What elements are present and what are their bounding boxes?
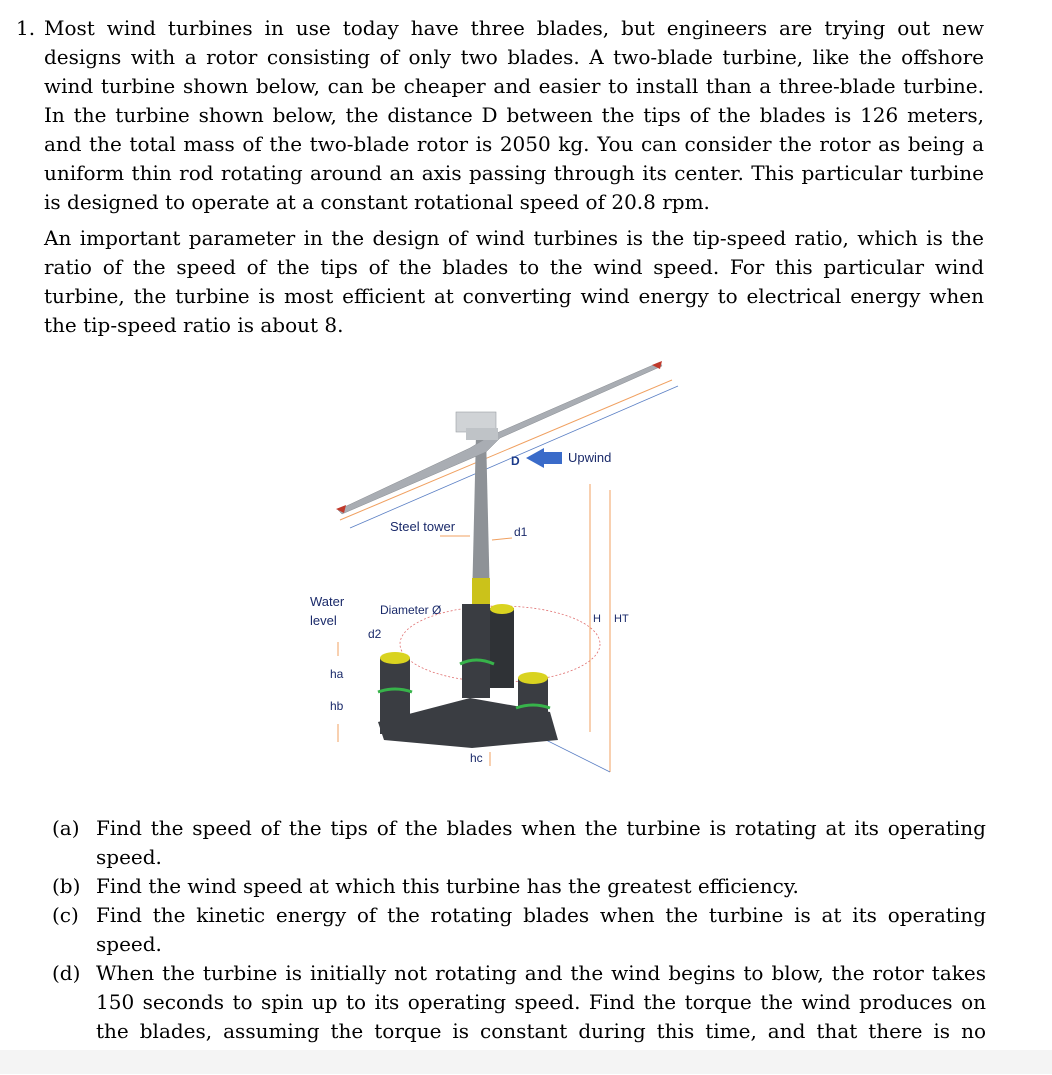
left-column-top xyxy=(380,652,410,664)
problem-number: 1. xyxy=(16,16,36,40)
d1-label: d1 xyxy=(514,525,528,539)
left-column xyxy=(380,658,410,734)
d-label: D xyxy=(511,454,520,468)
question-a xyxy=(52,814,986,872)
hub xyxy=(466,428,498,440)
question-text: Find the wind speed at which this turbine has the greatest efficiency. xyxy=(96,874,799,898)
question-text: Find the speed of the tips of the blades when the turbine is rotating at its operating speed. xyxy=(96,816,986,869)
question-label: (c) xyxy=(52,903,79,927)
diameter-label: Diameter Ø xyxy=(380,603,442,617)
tower-yellow-band xyxy=(472,578,490,604)
blade-span-line xyxy=(340,380,672,520)
right-column xyxy=(518,678,548,740)
question-list xyxy=(52,814,986,1075)
rotor-blades xyxy=(338,362,662,514)
h-label: H xyxy=(593,613,601,625)
d1-arrow xyxy=(492,538,512,540)
intro-paragraph: Most wind turbines in use today have three blades, but engineers are trying out new designs with a rotor consisting of only two blades. A two-blade turbine, like the offshore wind turbine shown below, can be cheaper and easier to install than a three-blade turbine. In the turbine shown below, the distance D between the tips of the blades is 126 meters, and the total mass of the two-blade rotor is 2050 kg. You can consider the rotor as being a uniform thin rod rotating around an axis passing through its center. This particular turbine is designed to operate at a constant rotational speed of 20.8 rpm. xyxy=(44,16,984,214)
ha-label: ha xyxy=(330,667,344,681)
hc-label: hc xyxy=(470,751,483,765)
question-text: Find the kinetic energy of the rotating blades when the turbine is at its operating speed. xyxy=(96,903,986,956)
question-label: (b) xyxy=(52,874,81,898)
level-label: level xyxy=(310,613,337,628)
steel-tower-label: Steel tower xyxy=(390,519,456,534)
back-column-top xyxy=(490,604,514,614)
upwind-label: Upwind xyxy=(568,450,612,465)
tip-speed-paragraph: An important parameter in the design of wind turbines is the tip-speed ratio, which is the ratio of the speed of the tips of the blades to the wind speed. For this particular wind turbine, the turbine is most efficient at converting wind energy to electrical energy when the tip-speed ratio is about 8. xyxy=(44,226,984,337)
question-text: When the turbine is initially not rotating and the wind begins to blow, the rotor takes 150 seconds to spin up to its operating speed. Find the torque the wind produces on the blades, assuming the torque is constant during this time, and that there is no xyxy=(96,961,986,1043)
water-label: Water xyxy=(310,594,345,609)
upwind-arrow xyxy=(526,448,562,468)
back-column xyxy=(490,608,514,688)
wind-turbine-figure xyxy=(300,352,690,782)
right-column-top xyxy=(518,672,548,684)
question-b xyxy=(52,872,986,901)
center-column xyxy=(462,604,490,698)
d2-label: d2 xyxy=(368,627,382,641)
question-label: (d) xyxy=(52,961,81,985)
hb-label: hb xyxy=(330,699,344,713)
question-label: (a) xyxy=(52,816,80,840)
question-c xyxy=(52,901,986,959)
bottom-band xyxy=(0,1050,1052,1074)
steel-tower xyxy=(472,434,490,602)
ht-label: HT xyxy=(614,613,629,625)
